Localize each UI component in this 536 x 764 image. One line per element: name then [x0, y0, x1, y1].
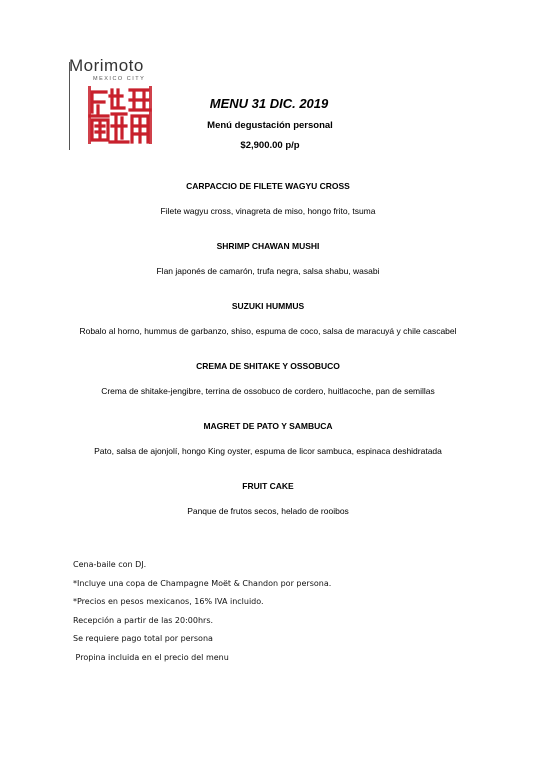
red-seal-icon	[88, 86, 152, 144]
course-name: CARPACCIO DE FILETE WAGYU CROSS	[186, 181, 350, 191]
course-name: SHRIMP CHAWAN MUSHI	[216, 241, 320, 251]
menu-title: MENU 31 DIC. 2019	[209, 96, 329, 111]
note-line: Se requiere pago total por persona	[73, 634, 213, 643]
course-description: Robalo al horno, hummus de garbanzo, shiso, espuma de coco, salsa de maracuyá y chile cascabel	[79, 326, 457, 336]
course-name: SUZUKI HUMMUS	[231, 301, 305, 311]
course-item	[40, 300, 496, 337]
course-description: Filete wagyu cross, vinagreta de miso, hongo frito, tsuma	[160, 206, 376, 216]
logo-location: MEXICO CITY	[93, 76, 146, 82]
course-item	[40, 180, 496, 217]
course-item	[40, 360, 496, 397]
course-description: Flan japonés de camarón, trufa negra, salsa shabu, wasabi	[156, 266, 380, 276]
course-name: MAGRET DE PATO Y SAMBUCA	[203, 421, 333, 431]
course-name: CREMA DE SHITAKE Y OSSOBUCO	[196, 361, 340, 371]
course-item	[40, 240, 496, 277]
logo-wordmark: Morimoto	[69, 56, 144, 75]
course-description: Crema de shitake-jengibre, terrina de ossobuco de cordero, huitlacoche, pan de semillas	[101, 386, 435, 396]
morimoto-logo	[66, 56, 162, 156]
course-description: Panque de frutos secos, helado de rooibos	[187, 506, 349, 516]
note-line: Cena-baile con DJ.	[73, 560, 147, 569]
note-line: Propina incluida en el precio del menu	[73, 652, 229, 662]
course-item	[40, 480, 496, 517]
course-description: Pato, salsa de ajonjolí, hongo King oyster, espuma de licor sambuca, espinaca deshidratada	[94, 446, 442, 456]
note-line: *Incluye una copa de Champagne Moët & Chandon por persona.	[73, 578, 332, 588]
menu-price: $2,900.00 p/p	[240, 140, 300, 151]
course-item	[40, 420, 496, 457]
menu-notes	[73, 559, 473, 670]
note-line: *Precios en pesos mexicanos, 16% IVA incluido.	[73, 597, 264, 606]
note-line: Recepción a partir de las 20:00hrs.	[73, 615, 214, 625]
course-name: FRUIT CAKE	[242, 481, 294, 491]
menu-subtitle: Menú degustación personal	[207, 120, 333, 131]
